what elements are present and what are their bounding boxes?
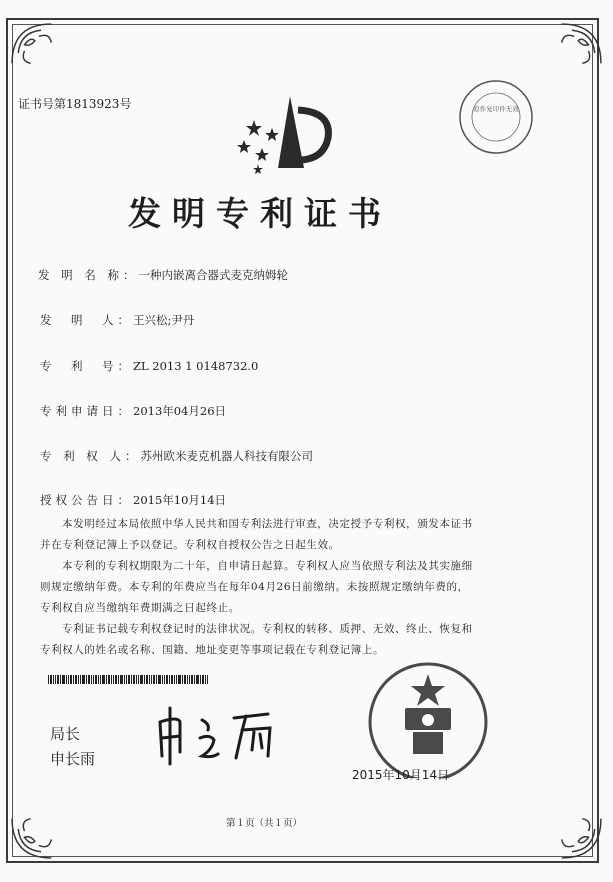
invention-name-row bbox=[38, 267, 288, 283]
legal-paragraph-line: 专利证书记载专利权登记时的法律状况。专利权的转移、质押、无效、终止、恢复和 bbox=[62, 623, 473, 635]
legal-paragraph-line: 专利权自应当缴纳年费期满之日起终止。 bbox=[40, 602, 240, 614]
inventor-value: 王兴松;尹丹 bbox=[133, 313, 195, 327]
grant-date-row bbox=[40, 492, 226, 508]
signature bbox=[150, 700, 300, 770]
inventor-row bbox=[40, 312, 194, 328]
legal-paragraph-line: 专利权人的姓名或名称、国籍、地址变更等事项记载在专利登记簿上。 bbox=[40, 644, 385, 656]
page-note: 第１页（共１页） bbox=[226, 818, 303, 829]
patent-number-label: 专 利 号： bbox=[40, 359, 133, 373]
filing-date-row bbox=[40, 403, 226, 419]
patent-office-emblem bbox=[232, 92, 342, 174]
invention-name-label: 发 明 名 称： bbox=[38, 268, 139, 282]
patentee-row bbox=[40, 448, 313, 464]
certificate-number: 证书号第1813923号 bbox=[18, 97, 132, 111]
filing-date-label: 专利申请日： bbox=[40, 404, 133, 418]
legal-paragraph-line: 则规定缴纳年费。本专利的年费应当在每年04月26日前缴纳。未按照规定缴纳年费的， bbox=[40, 581, 469, 593]
corner-ornament-top-right bbox=[541, 22, 603, 84]
stamp-text: 原件复印件无效 bbox=[473, 105, 519, 113]
official-seal-icon bbox=[343, 660, 513, 778]
inventor-label: 发 明 人： bbox=[40, 313, 133, 327]
seal-date: 2015年10月14日 bbox=[352, 768, 450, 782]
legal-paragraph-line: 本发明经过本局依照中华人民共和国专利法进行审查，决定授予专利权，颁发本证书 bbox=[62, 518, 473, 530]
patentee-value: 苏州欧米麦克机器人科技有限公司 bbox=[140, 449, 313, 463]
corner-ornament-bottom-right bbox=[541, 798, 603, 860]
patent-number-row bbox=[40, 358, 258, 374]
director-name: 申长雨 bbox=[50, 750, 96, 768]
grant-date-label: 授权公告日： bbox=[40, 493, 133, 507]
legal-paragraph-line: 本专利的专利权期限为二十年，自申请日起算。专利权人应当依照专利法及其实施细 bbox=[62, 560, 473, 572]
corner-ornament-bottom-left bbox=[10, 798, 72, 860]
director-title: 局长 bbox=[50, 725, 81, 743]
certificate-title: 发明专利证书 bbox=[128, 194, 392, 233]
grant-date-value: 2015年10月14日 bbox=[133, 493, 227, 507]
legal-paragraph-line: 并在专利登记簿上予以登记。专利权自授权公告之日起生效。 bbox=[40, 539, 340, 551]
patent-number-value: ZL 2013 1 0148732.0 bbox=[133, 359, 259, 373]
patentee-label: 专 利 权 人： bbox=[40, 449, 141, 463]
barcode bbox=[48, 675, 208, 684]
stamp-icon bbox=[455, 78, 537, 156]
corner-ornament-top-left bbox=[10, 22, 72, 84]
invention-name-value: 一种内嵌离合器式麦克纳姆轮 bbox=[138, 268, 288, 282]
filing-date-value: 2013年04月26日 bbox=[133, 404, 227, 418]
